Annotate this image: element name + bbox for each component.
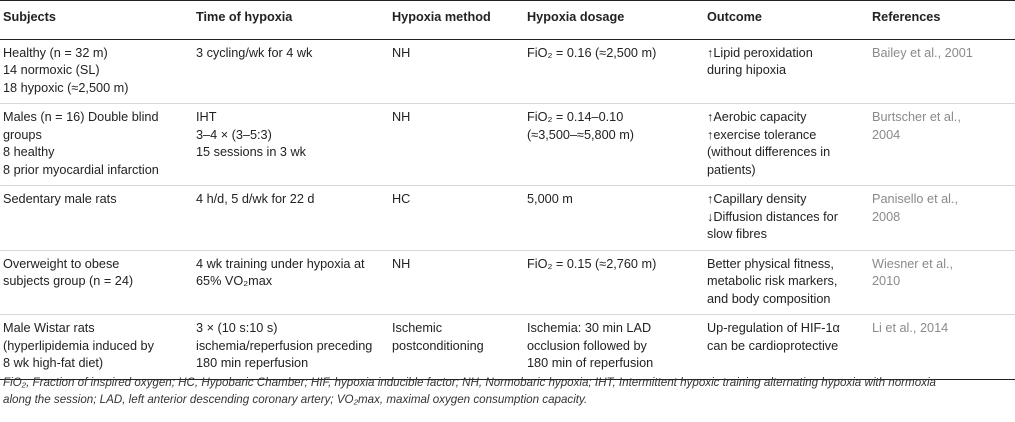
table-row — [0, 315, 1015, 380]
cell-line: slow fibres — [707, 227, 767, 241]
cell-line: ↓Diffusion distances for — [707, 209, 838, 224]
cell-line: Healthy (n = 32 m) — [3, 45, 108, 60]
cell-outcome — [704, 250, 869, 315]
cell-hypoxia-dosage — [524, 104, 704, 186]
table-row — [0, 104, 1015, 186]
header-hypoxia-method: Hypoxia method — [389, 1, 524, 40]
cell-references — [869, 315, 1015, 380]
cell-line: 2010 — [872, 274, 901, 288]
cell-hypoxia-dosage — [524, 186, 704, 251]
table-footnote — [3, 374, 1008, 408]
cell-time-of-hypoxia — [193, 315, 389, 380]
cell-line: 8 wk high-fat diet) — [3, 356, 104, 370]
footnote-line: FiO₂, Fraction of inspired oxygen; HC, Hypobaric Chamber; HIF, hypoxia inducible factor; NH, Normobaric hypoxia; IHT, Intermittent hypoxic training alternating hypoxia with normoxia — [3, 376, 936, 389]
header-references: References — [869, 1, 1015, 40]
header-outcome: Outcome — [704, 1, 869, 40]
header-subjects: Subjects — [0, 1, 193, 40]
cell-subjects — [0, 39, 193, 104]
cell-outcome — [704, 315, 869, 380]
cell-line: patients) — [707, 162, 756, 177]
cell-line: ↑Capillary density — [707, 192, 807, 206]
cell-line: Better physical fitness, — [707, 256, 834, 271]
cell-line: HC — [392, 192, 411, 206]
cell-hypoxia-method — [389, 250, 524, 315]
cell-time-of-hypoxia — [193, 39, 389, 104]
cell-line: 3 cycling/wk for 4 wk — [196, 45, 313, 60]
cell-line: FiO₂ = 0.14–0.10 — [527, 110, 624, 124]
cell-line: Up-regulation of HIF-1α — [707, 321, 840, 335]
header-hypoxia-dosage: Hypoxia dosage — [524, 1, 704, 40]
header-time-of-hypoxia: Time of hypoxia — [193, 1, 389, 40]
cell-line: 4 h/d, 5 d/wk for 22 d — [196, 192, 315, 206]
cell-subjects — [0, 104, 193, 186]
cell-line: NH — [392, 256, 411, 271]
cell-line: FiO₂ = 0.16 (≈2,500 m) — [527, 45, 657, 60]
cell-line: ↑exercise tolerance — [707, 127, 817, 142]
cell-line: NH — [392, 110, 411, 124]
cell-line: 4 wk training under hypoxia at — [196, 256, 365, 271]
cell-line: 3 × (10 s:10 s) — [196, 321, 278, 335]
cell-line: and body composition — [707, 291, 831, 306]
cell-time-of-hypoxia — [193, 104, 389, 186]
cell-line: (hyperlipidemia induced by — [3, 338, 154, 353]
table-row — [0, 186, 1015, 251]
cell-line: Ischemia: 30 min LAD — [527, 321, 652, 335]
cell-line: can be cardioprotective — [707, 338, 839, 353]
table-row — [0, 39, 1015, 104]
table-body — [0, 39, 1015, 379]
cell-line: (without differences in — [707, 145, 831, 159]
cell-hypoxia-method — [389, 315, 524, 380]
cell-hypoxia-dosage — [524, 39, 704, 104]
cell-line: occlusion followed by — [527, 338, 647, 353]
cell-time-of-hypoxia — [193, 186, 389, 251]
cell-line: groups — [3, 127, 42, 142]
cell-subjects — [0, 250, 193, 315]
table-row — [0, 250, 1015, 315]
cell-references — [869, 186, 1015, 251]
cell-references — [869, 250, 1015, 315]
cell-line: 15 sessions in 3 wk — [196, 145, 307, 159]
cell-line: Ischemic — [392, 321, 443, 335]
cell-line: 2004 — [872, 127, 901, 142]
cell-line: 180 min of reperfusion — [527, 356, 654, 370]
cell-time-of-hypoxia — [193, 250, 389, 315]
cell-line: 8 prior myocardial infarction — [3, 162, 159, 177]
cell-line: ↑Lipid peroxidation — [707, 45, 813, 60]
cell-line: postconditioning — [392, 338, 484, 353]
cell-line: 65% VO₂max — [196, 274, 273, 288]
cell-references — [869, 39, 1015, 104]
cell-hypoxia-method — [389, 104, 524, 186]
cell-line: Overweight to obese — [3, 256, 120, 271]
cell-line: 180 min reperfusion — [196, 356, 309, 370]
cell-line: 8 healthy — [3, 145, 55, 159]
cell-outcome — [704, 186, 869, 251]
cell-references — [869, 104, 1015, 186]
cell-line: Li et al., 2014 — [872, 321, 949, 335]
cell-line: ↑Aerobic capacity — [707, 110, 807, 124]
cell-line: Sedentary male rats — [3, 192, 117, 206]
cell-line: 14 normoxic (SL) — [3, 63, 100, 77]
table-header-row — [0, 1, 1015, 40]
cell-subjects — [0, 186, 193, 251]
cell-line: Panisello et al., — [872, 192, 959, 206]
cell-line: 18 hypoxic (≈2,500 m) — [3, 80, 129, 95]
cell-line: (≈3,500–≈5,800 m) — [527, 127, 635, 142]
cell-subjects — [0, 315, 193, 380]
cell-line: FiO₂ = 0.15 (≈2,760 m) — [527, 256, 657, 271]
cell-hypoxia-method — [389, 39, 524, 104]
cell-line: 3–4 × (3–5:3) — [196, 127, 272, 142]
cell-line: 5,000 m — [527, 192, 573, 206]
cell-line: ischemia/reperfusion preceding — [196, 338, 373, 353]
cell-hypoxia-method — [389, 186, 524, 251]
cell-line: IHT — [196, 110, 217, 124]
cell-line: metabolic risk markers, — [707, 274, 838, 288]
cell-line: Males (n = 16) Double blind — [3, 110, 159, 124]
cell-outcome — [704, 39, 869, 104]
cell-line: during hipoxia — [707, 63, 786, 77]
cell-line: subjects group (n = 24) — [3, 274, 134, 288]
cell-line: Male Wistar rats — [3, 321, 95, 335]
cell-hypoxia-dosage — [524, 315, 704, 380]
cell-outcome — [704, 104, 869, 186]
footnote-line: along the session; LAD, left anterior descending coronary artery; VO₂max, maximal oxygen consumption capacity. — [3, 393, 588, 406]
cell-line: NH — [392, 45, 411, 60]
cell-line: 2008 — [872, 209, 901, 224]
cell-hypoxia-dosage — [524, 250, 704, 315]
cell-line: Bailey et al., 2001 — [872, 45, 973, 60]
cell-line: Wiesner et al., — [872, 256, 954, 271]
cell-line: Burtscher et al., — [872, 110, 961, 124]
